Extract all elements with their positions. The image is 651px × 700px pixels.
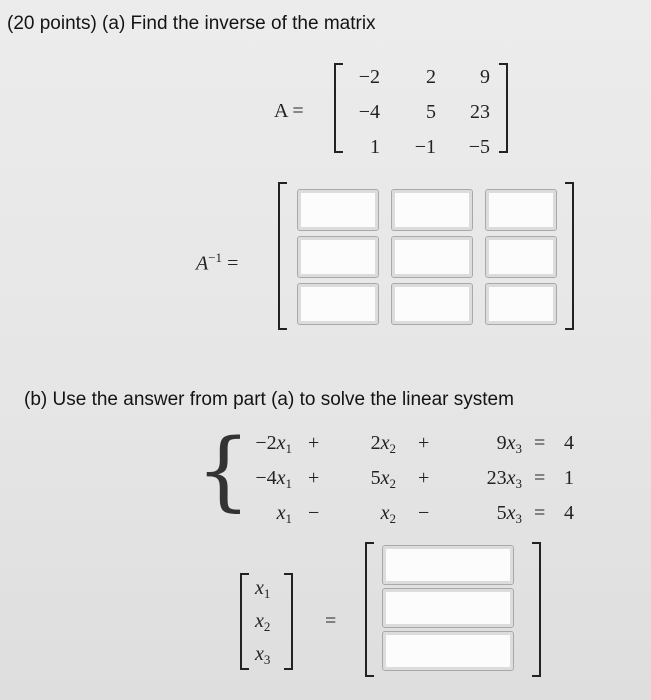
vector-entry-x1: $x_1$: [255, 577, 271, 601]
inverse-cell-input-2-2[interactable]: [391, 236, 473, 278]
matrix-a-cell: 2: [426, 66, 436, 88]
inverse-cell-input-2-3[interactable]: [485, 236, 557, 278]
matrix-a-cell: 9: [480, 66, 490, 88]
matrix-a-cell: −2: [358, 66, 380, 88]
solution-input-x2[interactable]: [382, 588, 514, 628]
matrix-a-cell: 1: [370, 136, 380, 158]
matrix-a-cell: −5: [468, 136, 490, 158]
inverse-right-bracket: [565, 182, 574, 330]
solution-input-x1[interactable]: [382, 545, 514, 585]
vector-equals-sign: =: [325, 610, 337, 632]
inverse-cell-input-1-1[interactable]: [297, 189, 379, 231]
matrix-a-cell: −1: [414, 136, 436, 158]
solution-right-bracket: [532, 542, 541, 677]
inverse-label: $A^{-1}$ =: [196, 250, 239, 275]
system-brace: {: [196, 421, 251, 521]
matrix-a-cell: −4: [358, 101, 380, 123]
inverse-left-bracket: [278, 182, 287, 330]
matrix-a-label: A =: [274, 100, 304, 122]
solution-input-x3[interactable]: [382, 631, 514, 671]
inverse-cell-input-1-2[interactable]: [391, 189, 473, 231]
vector-left-bracket: [240, 573, 249, 670]
inverse-cell-input-3-1[interactable]: [297, 283, 379, 325]
vector-entry-x3: $x_3$: [255, 643, 271, 667]
part-b-heading: (b) Use the answer from part (a) to solve the linear system: [24, 389, 514, 410]
inverse-cell-input-3-3[interactable]: [485, 283, 557, 325]
inverse-cell-input-3-2[interactable]: [391, 283, 473, 325]
matrix-a-cell: 5: [426, 101, 436, 123]
solution-left-bracket: [365, 542, 374, 677]
part-a-heading: (20 points) (a) Find the inverse of the matrix: [7, 13, 376, 34]
inverse-cell-input-1-3[interactable]: [485, 189, 557, 231]
matrix-a-cell: 23: [470, 101, 490, 123]
inverse-cell-input-2-1[interactable]: [297, 236, 379, 278]
vector-right-bracket: [284, 573, 293, 670]
matrix-a-right-bracket: [499, 63, 508, 153]
vector-entry-x2: $x_2$: [255, 610, 271, 634]
